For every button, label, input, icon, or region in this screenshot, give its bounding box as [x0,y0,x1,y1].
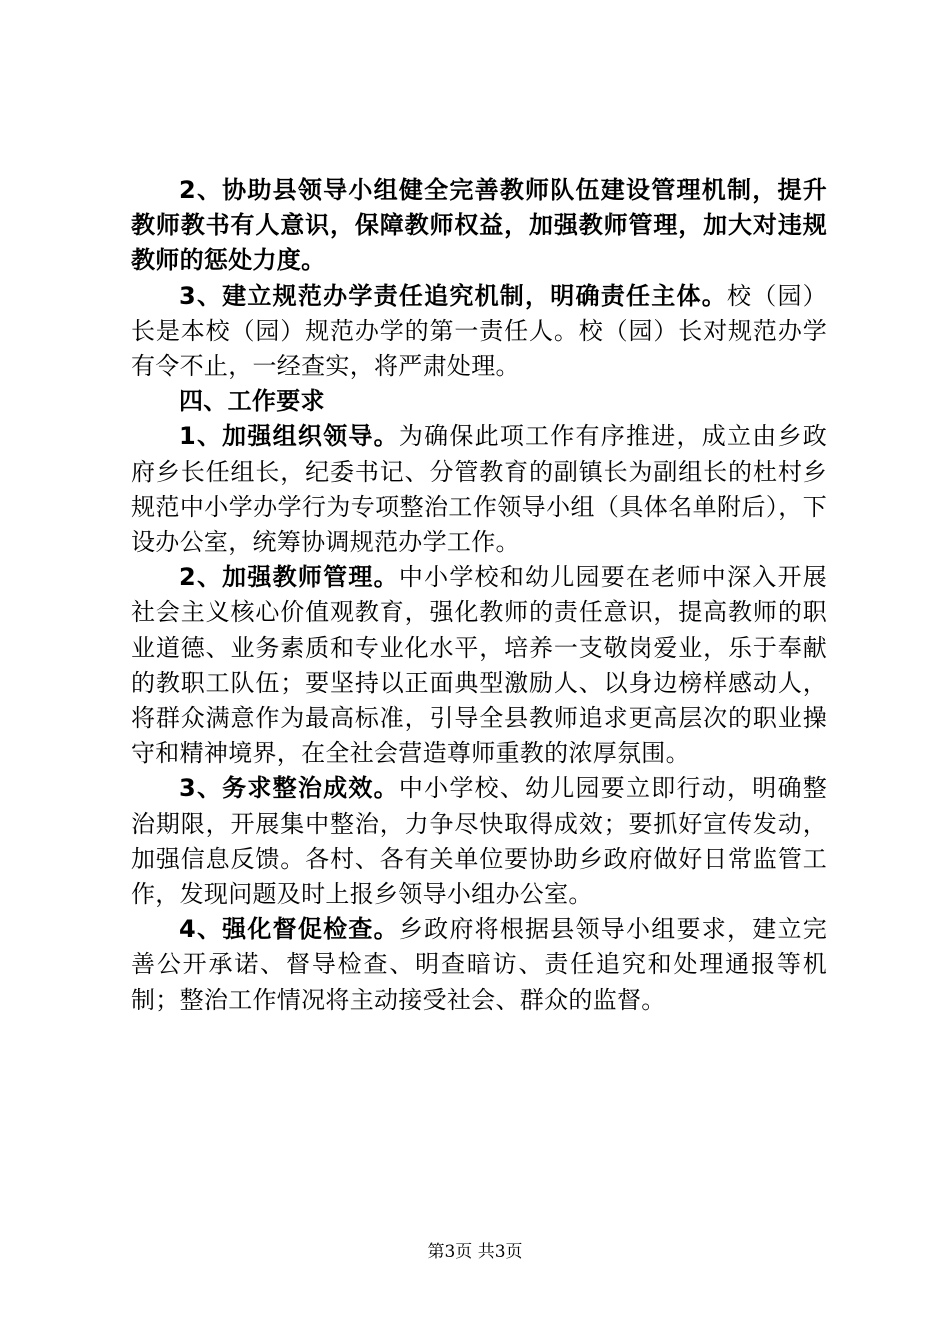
paragraph-rectification-results [131,771,827,912]
paragraph-lead: 3、务求整治成效。 [179,774,399,803]
paragraph-accountability [131,279,827,385]
section-heading-text: 四、工作要求 [179,387,325,416]
paragraph-text: 校（园）长是本校（园）规范办学的第一责任人。校（园）长对规范办学有令不止，一经查实，将严肃处理。 [131,281,827,381]
paragraph-organization-leadership [131,419,827,560]
paragraph-text: 中小学校和幼儿园要在老师中深入开展社会主义核心价值观教育，强化教师的责任意识，提高教师的职业道德、业务素质和专业化水平，培养一支敬岗爱业，乐于奉献的教职工队伍；要坚持以正面典型激励人、以身边榜样感动人，将群众满意作为最高标准，引导全县教师追求更高层次的职业操守和精神境界，在全社会营造尊师重教的浓厚氛围。 [131,563,827,768]
paragraph-teacher-management [131,560,827,771]
paragraph-lead: 4、强化督促检查。 [179,915,399,944]
section-heading-work-requirements [131,384,827,419]
paragraph-text: 为确保此项工作有序推进，成立由乡政府乡长任组长，纪委书记、分管教育的副镇长为副组长的杜村乡规范中小学办学行为专项整治工作领导小组（具体名单附后），下设办公室，统筹协调规范办学工作。 [131,422,827,557]
paragraph-lead: 1、加强组织领导。 [179,422,399,451]
page-footer: 第3页 共3页 [427,1242,523,1262]
paragraph-text: 乡政府将根据县领导小组要求，建立完善公开承诺、督导检查、明查暗访、责任追究和处理通报等机制；整治工作情况将主动接受社会、群众的监督。 [131,915,827,1014]
paragraph-lead: 2、加强教师管理。 [179,563,399,592]
document-body [131,173,827,1018]
paragraph-lead: 3、建立规范办学责任追究机制，明确责任主体。 [179,281,727,310]
paragraph-supervision-inspection [131,912,827,1018]
paragraph-text: 中小学校、幼儿园要立即行动，明确整治期限，开展集中整治，力争尽快取得成效；要抓好宣传发动，加强信息反馈。各村、各有关单位要协助乡政府做好日常监管工作，发现问题及时上报乡领导小组办公室。 [131,774,827,909]
paragraph-teacher-mechanism [131,173,827,279]
paragraph-lead: 2、协助县领导小组健全完善教师队伍建设管理机制，提升教师教书有人意识，保障教师权益，加强教师管理，加大对违规教师的惩处力度。 [131,176,827,275]
